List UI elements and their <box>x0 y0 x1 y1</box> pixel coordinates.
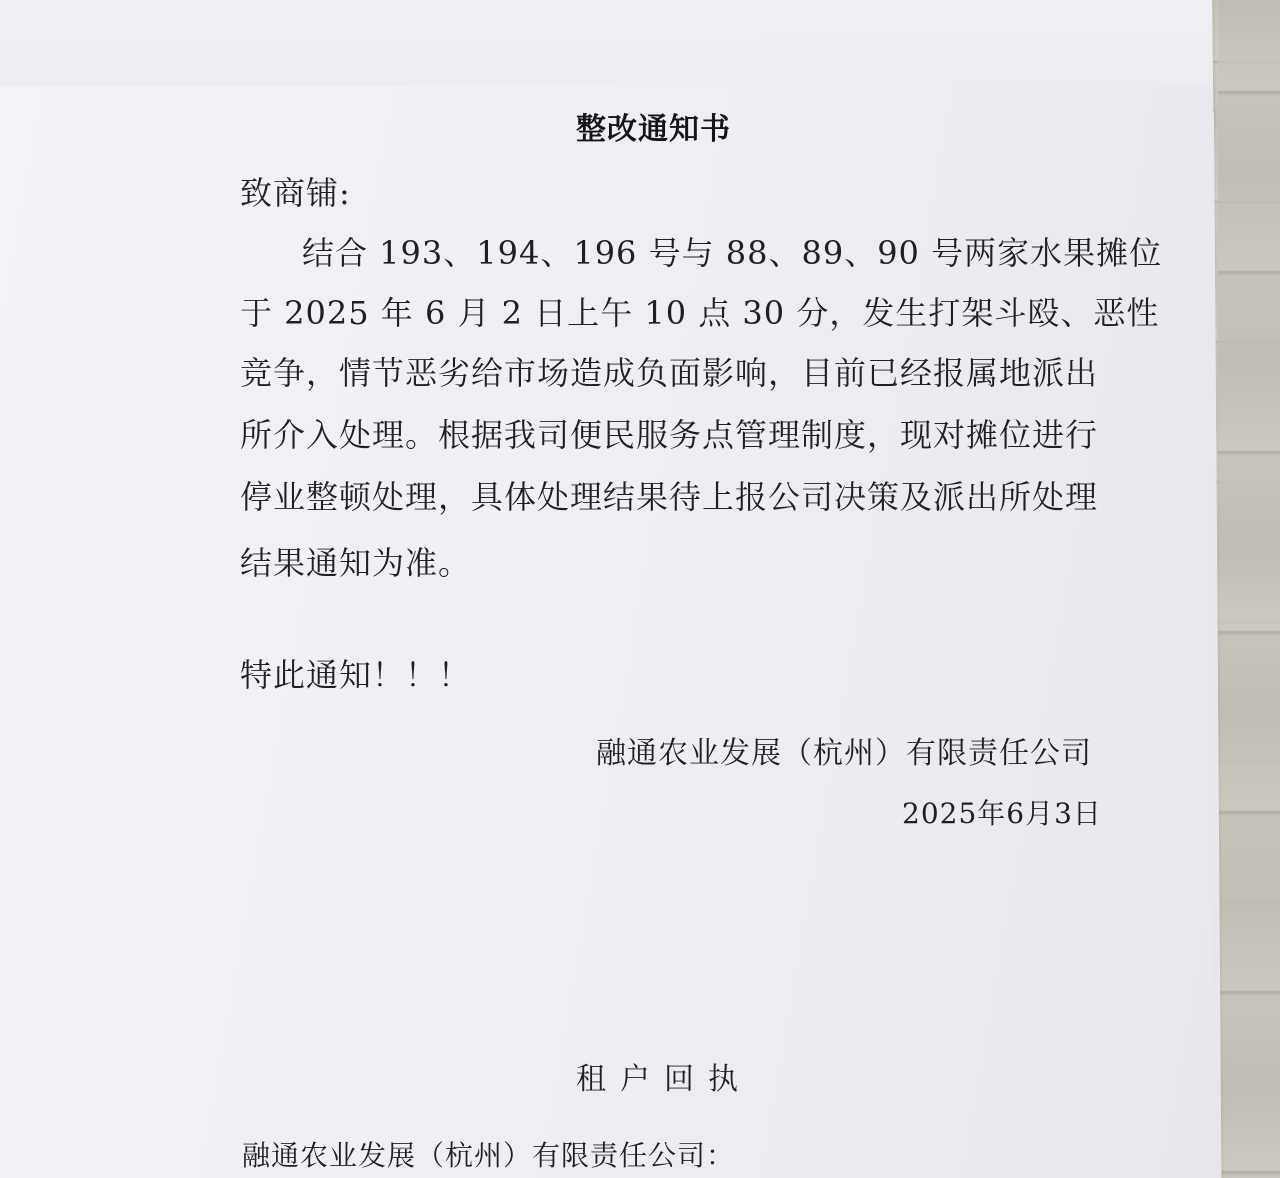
receipt-title: 租户回执 <box>576 1062 752 1097</box>
notice-title: 整改通知书 <box>576 112 731 147</box>
notice-body-line: 结合 193、194、196 号与 88、89、90 号两家水果摊位 <box>302 234 1163 272</box>
issue-date: 2025年6月3日 <box>902 797 1102 830</box>
notice-body-line: 结果通知为准。 <box>240 544 472 582</box>
notice-body-line: 竞争，情节恶劣给市场造成负面影响，目前已经报属地派出 <box>240 354 1099 392</box>
notice-salutation: 致商铺: <box>240 174 351 212</box>
notice-closing: 特此通知！！！ <box>240 656 472 694</box>
receipt-addressee: 融通农业发展（杭州）有限责任公司： <box>242 1139 736 1172</box>
notice-body-line: 于 2025 年 6 月 2 日上午 10 点 30 分，发生打架斗殴、恶性 <box>240 294 1160 332</box>
notice-body-line: 停业整顿处理，具体处理结果待上报公司决策及派出所处理 <box>240 478 1099 516</box>
notice-body-line: 所介入处理。根据我司便民服务点管理制度，现对摊位进行 <box>240 416 1099 454</box>
issuer-company: 融通农业发展（杭州）有限责任公司 <box>596 736 1092 771</box>
